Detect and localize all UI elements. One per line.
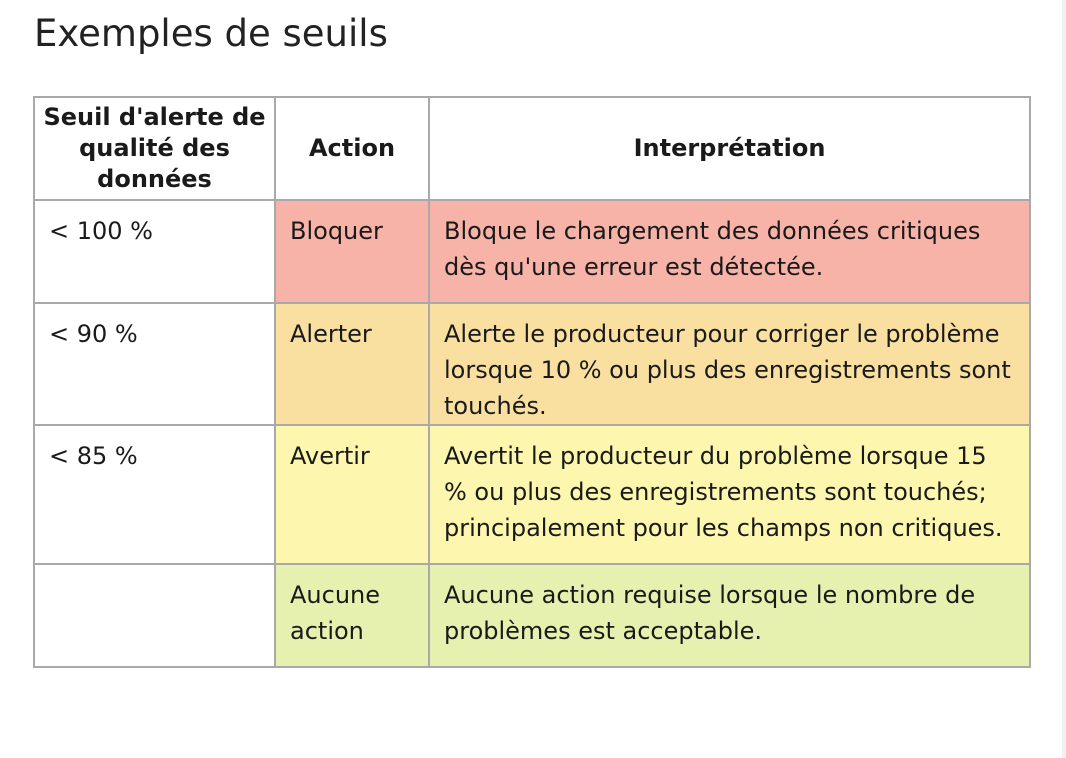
thresholds-table xyxy=(33,96,1031,668)
cell-interpretation: Bloque le chargement des données critiques dès qu'une erreur est détectée. xyxy=(429,200,1030,303)
cell-seuil xyxy=(34,564,275,667)
cell-action: Aucune action xyxy=(275,564,429,667)
cell-action: Avertir xyxy=(275,425,429,564)
header-interpretation: Interprétation xyxy=(429,97,1030,200)
table-row-alerter xyxy=(34,303,1030,425)
cell-interpretation: Aucune action requise lorsque le nombre de problèmes est acceptable. xyxy=(429,564,1030,667)
page-title: Exemples de seuils xyxy=(34,12,388,55)
cell-seuil: < 90 % xyxy=(34,303,275,425)
cell-interpretation: Avertit le producteur du problème lorsque 15 % ou plus des enregistrements sont touchés; principalement pour les champs non critiques. xyxy=(429,425,1030,564)
cell-seuil: < 85 % xyxy=(34,425,275,564)
cell-action: Alerter xyxy=(275,303,429,425)
cell-seuil: < 100 % xyxy=(34,200,275,303)
table-row-aucune-action xyxy=(34,564,1030,667)
table-row-avertir xyxy=(34,425,1030,564)
cell-interpretation: Alerte le producteur pour corriger le problème lorsque 10 % ou plus des enregistrements sont touchés. xyxy=(429,303,1030,425)
table-body xyxy=(34,200,1030,667)
table-header-row xyxy=(34,97,1030,200)
cell-action: Bloquer xyxy=(275,200,429,303)
page-edge xyxy=(1062,0,1066,758)
table-header xyxy=(34,97,1030,200)
table-row-bloquer xyxy=(34,200,1030,303)
header-seuil: Seuil d'alerte de qualité des données xyxy=(34,97,275,200)
header-action: Action xyxy=(275,97,429,200)
